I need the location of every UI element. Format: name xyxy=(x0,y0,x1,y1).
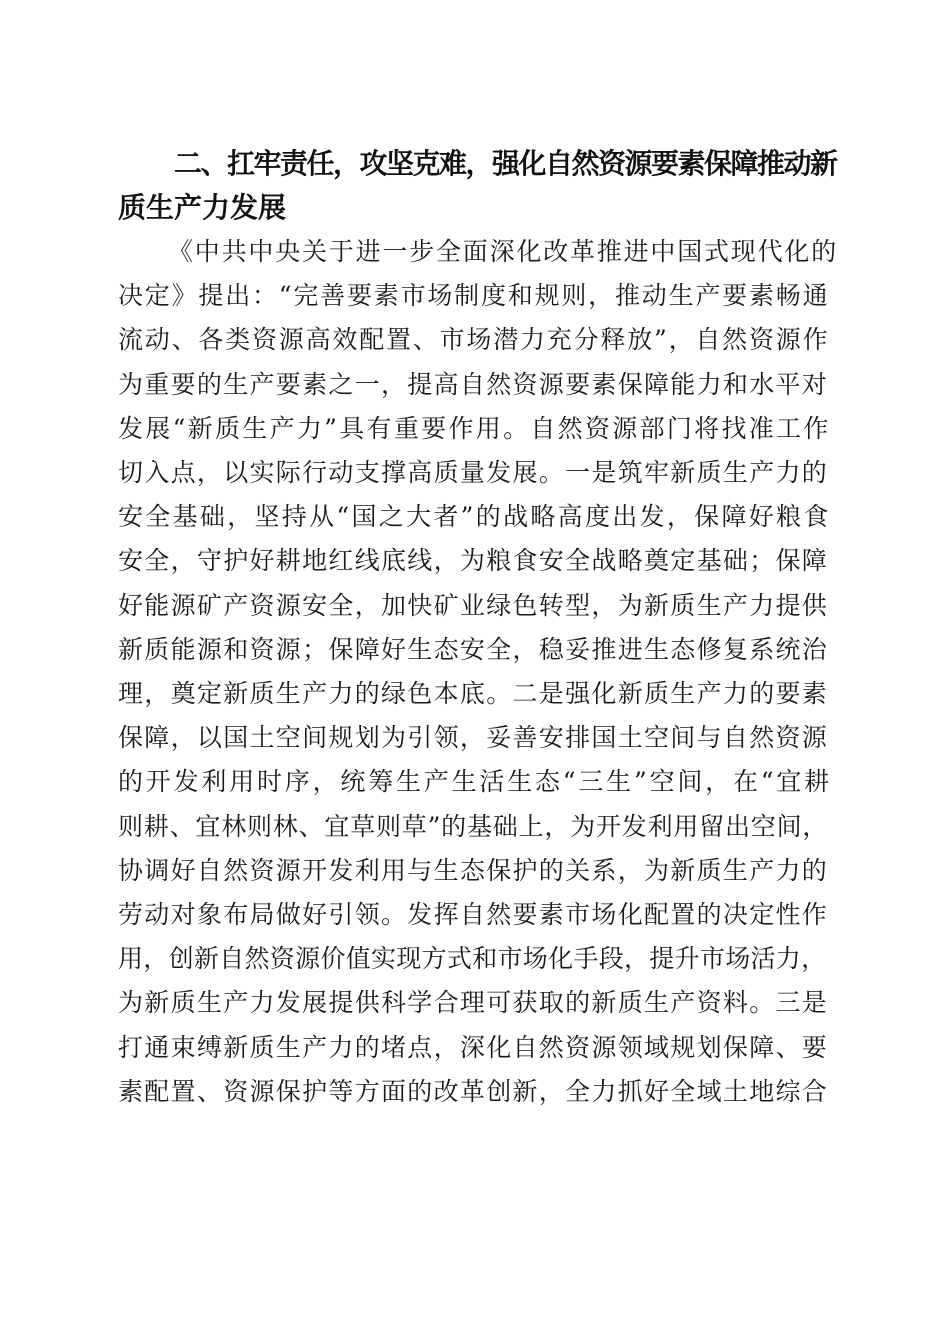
paragraph-line: 新质能源和资源；保障好生态安全，稳妥推进生态修复系统治 xyxy=(118,634,829,664)
paragraph-line: 发展“新质生产力”具有重要作用。自然资源部门将找准工作 xyxy=(118,413,831,443)
paragraph-line: 安全基础，坚持从“国之大者”的战略高度出发，保障好粮食 xyxy=(118,502,831,532)
paragraph-line: 理，奠定新质生产力的绿色本底。二是强化新质生产力的要素 xyxy=(118,679,829,709)
paragraph-line: 的开发利用时序，统筹生产生活生态“三生”空间，在“宜耕 xyxy=(118,767,832,797)
paragraph-line: 保障，以国土空间规划为引领，妥善安排国土空间与自然资源 xyxy=(118,723,829,753)
body-paragraph xyxy=(118,230,838,1114)
paragraph-line: 打通束缚新质生产力的堵点，深化自然资源领域规划保障、要 xyxy=(118,1032,829,1062)
paragraph-line: 安全，守护好耕地红线底线，为粮食安全战略奠定基础；保障 xyxy=(118,546,829,576)
paragraph-line: 用，创新自然资源价值实现方式和市场化手段，提升市场活力， xyxy=(118,944,827,974)
paragraph-line: 好能源矿产资源安全，加快矿业绿色转型，为新质生产力提供 xyxy=(118,590,829,620)
paragraph-line: 素配置、资源保护等方面的改革创新，全力抓好全域土地综合 xyxy=(118,1076,829,1106)
heading-line: 二、扛牢责任，攻坚克难，强化自然资源要素保障推动新 xyxy=(174,147,837,180)
paragraph-line: 劳动对象布局做好引领。发挥自然要素市场化配置的决定性作 xyxy=(118,900,829,930)
paragraph-line: 为新质生产力发展提供科学合理可获取的新质生产资料。三是 xyxy=(118,988,829,1018)
paragraph-line: 决定》提出：“完善要素市场制度和规则，推动生产要素畅通 xyxy=(118,281,830,311)
paragraph-line: 则耕、宜林则林、宜草则草”的基础上，为开发利用留出空间， xyxy=(118,811,829,841)
paragraph-line: 《中共中央关于进一步全面深化改革推进中国式现代化的 xyxy=(168,237,839,266)
section-heading xyxy=(118,142,838,230)
paragraph-line: 切入点，以实际行动支撑高质量发展。一是筑牢新质生产力的 xyxy=(118,458,829,488)
heading-line: 质生产力发展 xyxy=(118,191,287,224)
paragraph-line: 为重要的生产要素之一，提高自然资源要素保障能力和水平对 xyxy=(118,369,829,399)
paragraph-line: 协调好自然资源开发利用与生态保护的关系，为新质生产力的 xyxy=(118,855,829,885)
paragraph-line: 流动、各类资源高效配置、市场潜力充分释放”，自然资源作 xyxy=(118,325,830,355)
